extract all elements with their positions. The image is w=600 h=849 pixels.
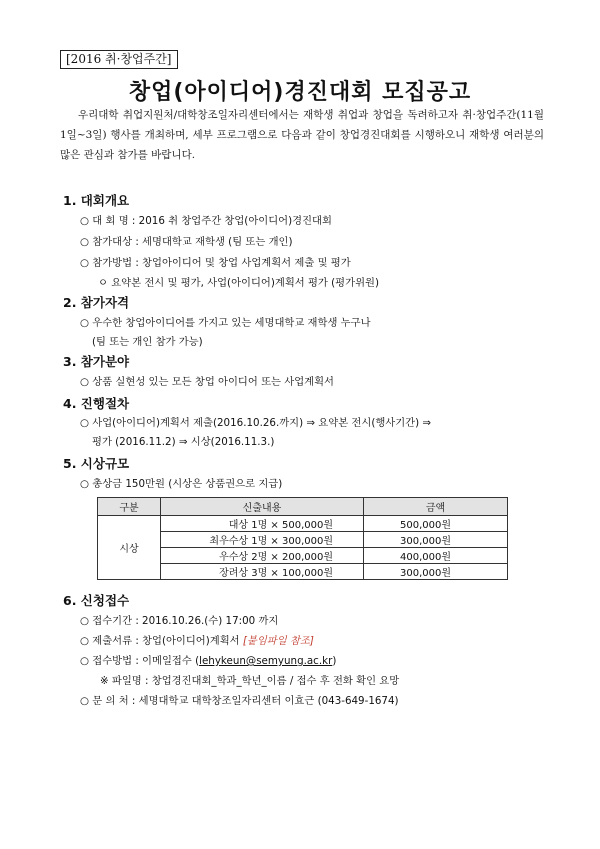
application-method xyxy=(80,652,336,667)
section-heading-field: 3. 참가분야 xyxy=(63,354,130,369)
prize-desc: 우수상 2명 × 200,000원 xyxy=(161,548,364,564)
overview-target: ○ 참가대상 : 세명대학교 재학생 (팀 또는 개인) xyxy=(80,236,293,248)
contact-email-link[interactable]: lehykeun@semyung.ac.kr xyxy=(199,655,333,667)
prize-amount: 300,000원 xyxy=(364,532,508,548)
method-label: ○ 접수방법 : 이메일접수 ( xyxy=(80,655,200,667)
header-category: 구분 xyxy=(98,498,161,516)
procedure-item-cont: 평가 (2016.11.2) ⇒ 시상(2016.11.3.) xyxy=(92,436,275,448)
procedure-item: ○ 사업(아이디어)계획서 제출(2016.10.26.까지) ⇒ 요약본 전시(행사기간) ⇒ xyxy=(80,417,432,429)
overview-event-name: ○ 대 회 명 : 2016 취 창업주간 창업(아이디어)경진대회 xyxy=(80,215,332,227)
attachment-note: [붙임파일 참조] xyxy=(242,635,314,647)
section-heading-overview: 1. 대회개요 xyxy=(63,193,130,208)
eligibility-note: (팀 또는 개인 참가 가능) xyxy=(92,336,203,348)
prize-desc: 대상 1명 × 500,000원 xyxy=(161,516,364,532)
table-row xyxy=(98,516,508,532)
application-period: ○ 접수기간 : 2016.10.26.(수) 17:00 까지 xyxy=(80,615,279,627)
prize-amount: 300,000원 xyxy=(364,564,508,580)
section-heading-procedure: 4. 진행절차 xyxy=(63,396,130,411)
prize-table-header xyxy=(98,498,508,516)
field-item: ○ 상품 실현성 있는 모든 창업 아이디어 또는 사업계획서 xyxy=(80,376,334,388)
filename-note: ※ 파일명 : 창업경진대회_학과_학년_이름 / 접수 후 전화 확인 요망 xyxy=(100,675,400,687)
eligibility-item: ○ 우수한 창업아이디어를 가지고 있는 세명대학교 재학생 누구나 xyxy=(80,317,371,329)
prize-amount: 500,000원 xyxy=(364,516,508,532)
prize-table xyxy=(97,497,508,580)
event-tag: [2016 취·창업주간] xyxy=(60,50,178,69)
prize-amount: 400,000원 xyxy=(364,548,508,564)
prize-total: ○ 총상금 150만원 (시상은 상품권으로 지급) xyxy=(80,478,283,490)
section-heading-application: 6. 신청접수 xyxy=(63,593,130,608)
overview-method: ○ 참가방법 : 창업아이디어 및 창업 사업계획서 제출 및 평가 xyxy=(80,257,351,269)
section-heading-prizes: 5. 시상규모 xyxy=(63,456,130,471)
documents-label: ○ 제출서류 : 창업(아이디어)계획서 xyxy=(80,635,243,647)
intro-paragraph: 우리대학 취업지원처/대학창조일자리센터에서는 재학생 취업과 창업을 독려하고자 취·창업주간(11월1일~3일) 행사를 개최하며, 세부 프로그램으로 다음과 같이 창업경진대회를 시행하오니 재학생 여러분의 많은 관심과 참가를 바랍니다. xyxy=(60,109,544,161)
section-heading-eligibility: 2. 참가자격 xyxy=(63,295,130,310)
header-details: 신출내용 xyxy=(161,498,364,516)
method-close: ) xyxy=(332,655,337,667)
contact-info: ○ 문 의 처 : 세명대학교 대학창조일자리센터 이효근 (043-649-1674) xyxy=(80,695,399,707)
prize-desc: 최우수상 1명 × 300,000원 xyxy=(161,532,364,548)
header-amount: 금액 xyxy=(364,498,508,516)
overview-method-detail: ㅇ 요약본 전시 및 평가, 사업(아이디어)계획서 평가 (평가위원) xyxy=(98,277,379,289)
prize-category: 시상 xyxy=(98,516,161,580)
application-documents xyxy=(80,632,314,647)
prize-desc: 장려상 3명 × 100,000원 xyxy=(161,564,364,580)
page-title: 창업(아이디어)경진대회 모집공고 xyxy=(128,80,472,105)
